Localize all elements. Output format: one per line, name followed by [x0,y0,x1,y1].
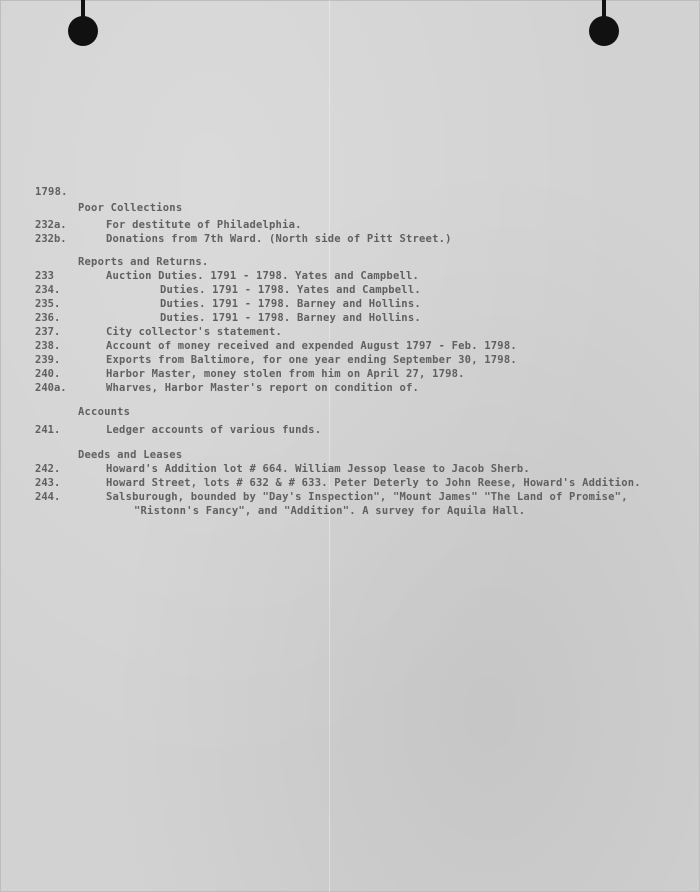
item-number: 235. [35,298,61,310]
item-number: 238. [35,340,61,352]
section-heading-poor-collections: Poor Collections [78,202,183,214]
item-text: Auction Duties. 1791 - 1798. Yates and Campbell. [106,270,420,282]
item-text-continuation: "Ristonn's Fancy", and "Addition". A survey for Aquila Hall. [134,505,526,517]
item-number: 240. [35,368,61,380]
item-text: City collector's statement. [106,326,283,338]
item-text: Duties. 1791 - 1798. Yates and Campbell. [160,284,421,296]
item-text: Harbor Master, money stolen from him on April 27, 1798. [106,368,465,380]
item-text: Salsburough, bounded by "Day's Inspection", "Mount James" "The Land of Promise", [106,491,628,503]
item-text: Howard Street, lots # 632 & # 633. Peter Deterly to John Reese, Howard's Addition. [106,477,641,489]
item-number: 243. [35,477,61,489]
item-number: 240a. [35,382,67,394]
year-heading: 1798. [35,186,68,198]
item-number: 236. [35,312,61,324]
item-text: Ledger accounts of various funds. [106,424,322,436]
item-text: Duties. 1791 - 1798. Barney and Hollins. [160,312,421,324]
binder-hole-right [589,16,619,46]
item-text: For destitute of Philadelphia. [106,219,302,231]
item-number: 232b. [35,233,67,245]
item-text: Donations from 7th Ward. (North side of Pitt Street.) [106,233,452,245]
item-text: Howard's Addition lot # 664. William Jessop lease to Jacob Sherb. [106,463,530,475]
item-number: 244. [35,491,61,503]
item-text: Duties. 1791 - 1798. Barney and Hollins. [160,298,421,310]
binder-hole-left [68,16,98,46]
item-text: Account of money received and expended August 1797 - Feb. 1798. [106,340,517,352]
section-heading-deeds: Deeds and Leases [78,449,183,461]
section-heading-reports: Reports and Returns. [78,256,209,268]
item-number: 242. [35,463,61,475]
item-number: 234. [35,284,61,296]
page-fold [329,0,330,892]
section-heading-accounts: Accounts [78,406,131,418]
item-number: 241. [35,424,61,436]
item-number: 239. [35,354,61,366]
item-text: Wharves, Harbor Master's report on condition of. [106,382,420,394]
item-number: 237. [35,326,61,338]
item-number: 233 [35,270,54,282]
item-number: 232a. [35,219,67,231]
item-text: Exports from Baltimore, for one year ending September 30, 1798. [106,354,517,366]
